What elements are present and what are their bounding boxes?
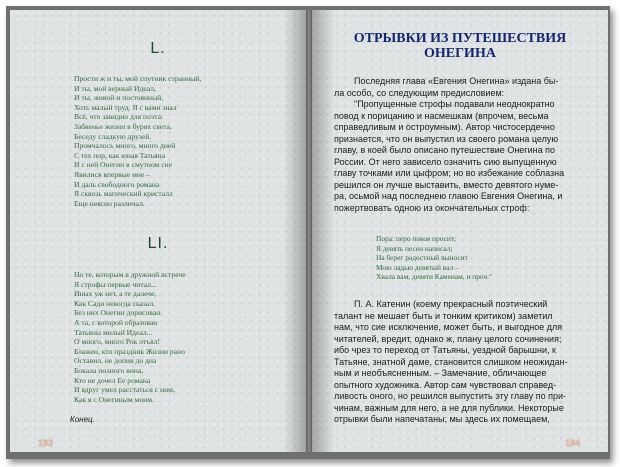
verse-line: Промчалось много, много дней (74, 141, 176, 151)
text-line: ным и необъясненным. – Замечание, обличающее (334, 368, 547, 378)
verse-line: Иных уж нет, а те далече, (74, 289, 157, 299)
right-page[interactable] (312, 10, 608, 452)
verse-line: С тех пор, как юная Татьяна (74, 150, 166, 160)
verse-line: А та, с которой образован (74, 317, 158, 327)
chapter-heading-li: LI. (147, 235, 169, 252)
verse-line: Хоть малый труд. Я с вами знал (74, 102, 177, 112)
verse-line: Я девять песен написал; (376, 243, 453, 253)
text-line: чинам, важным для него, а не для публики. Некоторые (334, 402, 564, 413)
text-line: читателей, вредит, однако ж, плану целого сочинения; (334, 333, 562, 344)
page-title (312, 31, 608, 61)
verse-line: Всё, что завидно для поэта: (74, 112, 164, 122)
verse-line: Бокала полного вина, (74, 365, 144, 375)
quoted-stanza (376, 234, 576, 282)
verse-line: Блажен, кто праздник Жизни рано (74, 346, 185, 356)
text-line: отрывки были напечатаны; мы здесь их помещаем, (334, 414, 550, 424)
verse-line: Забвенье жизни в бурях света, (74, 121, 172, 131)
verse-line: Прости ж и ты, мой спутник странный, (74, 74, 202, 83)
verse-line: Оставил, не допив до дна (74, 356, 157, 366)
verse-line: И с ней Онегин в смутном сне (74, 160, 173, 170)
verse-line: Без них Онегин дорисован. (74, 308, 163, 318)
text-line: главу точками или цыфром; но во избежание соблазна (334, 168, 565, 178)
chapter-heading-l: L. (150, 40, 166, 57)
text-line: повод к порицанию и насмешкам (впрочем, весьма (334, 110, 549, 121)
text-line: ра, осьмой над последнею главою Евгения Онегина, и (334, 191, 563, 201)
title-line-1: ОТРЫВКИ ИЗ ПУТЕШЕСТВИЯ (353, 31, 567, 46)
stanza-li (74, 270, 274, 404)
verse-line: Беседу сладкую друзей. (74, 131, 152, 141)
verse-line: Мою ладью девятый вал – (376, 262, 459, 272)
paragraph-katenin (334, 299, 586, 426)
text-line: опытного художника. Автор сам чувствовал справед- (334, 379, 557, 390)
verse-line: Как я с Онегиным моим. (74, 394, 154, 404)
text-line: России. От него зависело означить сию выпущенную (334, 156, 557, 167)
verse-line: Но те, которым в дружной встрече (74, 270, 186, 279)
verse-line: Как Сади некогда сказал. (74, 298, 156, 308)
text-line: ибо чрез то переход от Татьяны, уездной барышни, к (334, 345, 556, 355)
open-book (6, 6, 610, 459)
verse-line: И ты, мой верный Идеал, (74, 83, 156, 93)
verse-line: И вдруг умел расстаться с ним, (74, 385, 175, 395)
text-line: пожертвовать одною из окончательных строф: (334, 202, 530, 213)
text-line: ла особо, со следующим предисловием: (334, 87, 505, 98)
text-line: признается, что он выпустил из своего романа целую (334, 133, 559, 144)
text-line: справедливым и остроумным). Автор чистосердечно (334, 122, 555, 132)
text-line: нам, что сие исключение, может быть, и выгодное для (334, 322, 563, 332)
text-line: главу, в коей было описано путешествие Онегина по (334, 145, 555, 155)
text-line: Последняя глава «Евгения Онегина» издана бы- (334, 76, 559, 86)
verse-line: Пора: перо покоя просит; (376, 234, 457, 243)
verse-line: Еще неясно различал. (74, 198, 145, 208)
left-page[interactable] (10, 10, 306, 452)
verse-line: Я сквозь магический кристалл (74, 189, 173, 199)
verse-line: Явилися впервые мне – (74, 169, 151, 179)
text-line: ливость оного, но решился выпустить эту главу по при- (334, 391, 567, 401)
page-number-right: 194 (565, 438, 581, 448)
verse-line: Татьяны милый Идеал... (74, 327, 153, 337)
text-line: решился он лучше выставить, вместо девятого нуме- (334, 179, 559, 190)
text-line: талант не мешает быть и тонким критиком) заметил (334, 310, 553, 321)
verse-line: Кто не дочел Ее романа (74, 375, 151, 385)
verse-line: На берег радостный выносит (376, 253, 468, 262)
verse-line: Хвала вам, девяти Каменам, и проч." (376, 272, 493, 281)
text-line: П. А. Катенин (коему прекрасный поэтический (334, 299, 548, 309)
text-line: Татьяне, знатной даме, становится слишком неожидан- (334, 356, 568, 367)
paragraph-preface (334, 76, 586, 214)
verse-line: И ты, живой и постоянный, (74, 93, 164, 103)
verse-line: Я строфы первые читал... (74, 279, 157, 289)
end-marker: Конец. (70, 415, 95, 424)
page-number-left: 193 (38, 438, 54, 448)
verse-line: И даль свободного романа (74, 179, 160, 189)
stanza-l (74, 74, 274, 208)
text-line: "Пропущенные строфы подавали неоднократно (334, 99, 555, 109)
verse-line: О много, много Рок отъял! (74, 337, 161, 347)
title-line-2: ОНЕГИНА (424, 46, 496, 61)
